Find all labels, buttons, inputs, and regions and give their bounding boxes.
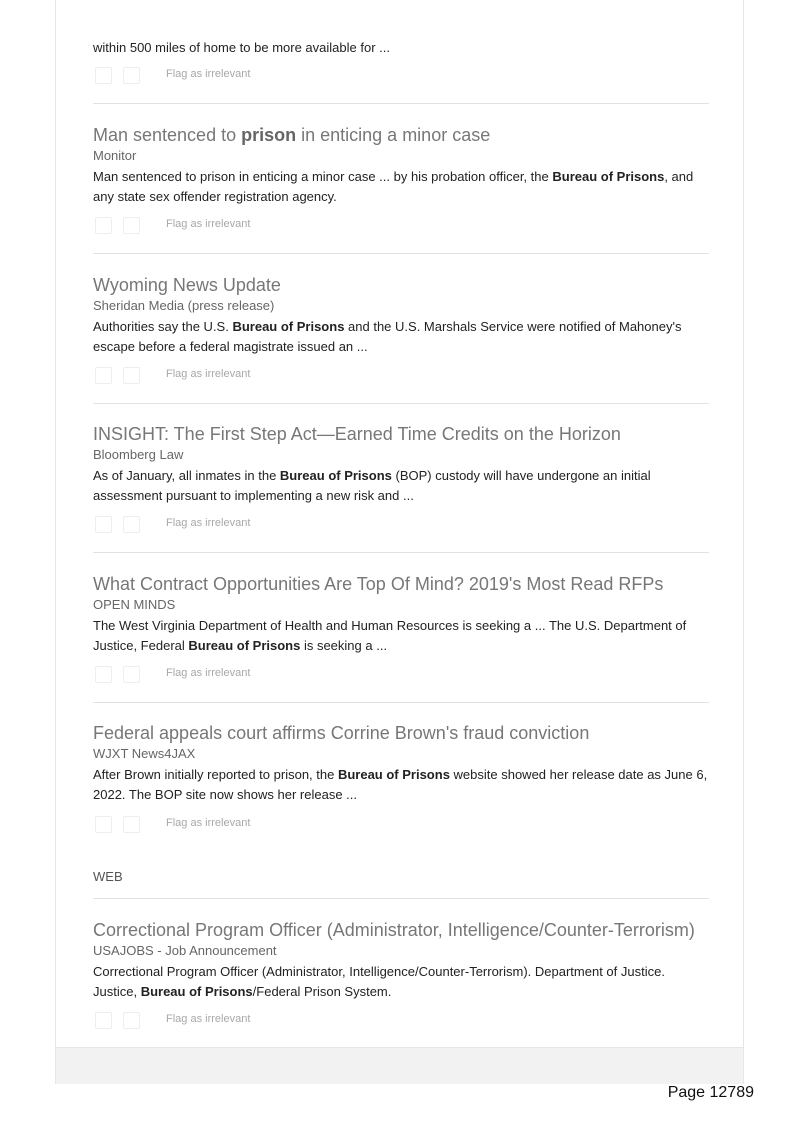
result-title-link[interactable]: What Contract Opportunities Are Top Of Mind? 2019's Most Read RFPs <box>93 574 664 594</box>
news-result <box>93 572 709 656</box>
result-source: Monitor <box>93 148 137 163</box>
divider <box>93 253 709 254</box>
thumbs-up-icon[interactable] <box>95 516 112 533</box>
flag-irrelevant-link[interactable]: Flag as irrelevant <box>166 667 251 679</box>
result-snippet: As of January, all inmates in the Bureau of Prisons (BOP) custody will have undergone an initial assessment pursuant to implementing a new risk and ... <box>93 468 651 503</box>
section-label-web: WEB <box>93 869 123 884</box>
result-title-link[interactable]: Federal appeals court affirms Corrine Brown's fraud conviction <box>93 723 590 743</box>
thumbs-down-icon[interactable] <box>123 816 140 833</box>
thumbs-up-icon[interactable] <box>95 1012 112 1029</box>
news-result <box>93 721 709 805</box>
news-result <box>93 123 709 207</box>
result-title-link[interactable]: Wyoming News Update <box>93 275 281 295</box>
thumbs-down-icon[interactable] <box>123 67 140 84</box>
divider <box>93 552 709 553</box>
result-title-link[interactable]: Correctional Program Officer (Administrator, Intelligence/Counter-Terrorism) <box>93 920 695 940</box>
flag-irrelevant-link[interactable]: Flag as irrelevant <box>166 1013 251 1025</box>
news-result <box>93 273 709 357</box>
page-number: Page 12789 <box>667 1084 754 1101</box>
thumbs-down-icon[interactable] <box>123 1012 140 1029</box>
result-source: WJXT News4JAX <box>93 746 196 761</box>
news-result <box>93 422 709 506</box>
thumbs-up-icon[interactable] <box>95 67 112 84</box>
thumbs-up-icon[interactable] <box>95 367 112 384</box>
previous-result-snippet: within 500 miles of home to be more available for ... <box>93 40 390 55</box>
flag-irrelevant-link[interactable]: Flag as irrelevant <box>166 218 251 230</box>
result-source: Sheridan Media (press release) <box>93 298 275 313</box>
thumbs-down-icon[interactable] <box>123 367 140 384</box>
divider <box>93 403 709 404</box>
thumbs-up-icon[interactable] <box>95 666 112 683</box>
panel-footer <box>56 1047 743 1084</box>
flag-irrelevant-link[interactable]: Flag as irrelevant <box>166 368 251 380</box>
flag-irrelevant-link[interactable]: Flag as irrelevant <box>166 68 251 80</box>
result-snippet: Man sentenced to prison in enticing a minor case ... by his probation officer, the Bureau of Prisons, and any state sex offender registration agency. <box>93 169 694 204</box>
result-snippet: The West Virginia Department of Health and Human Resources is seeking a ... The U.S. Department of Justice, Federal Bureau of Prisons is seeking a ... <box>93 618 687 653</box>
thumbs-down-icon[interactable] <box>123 666 140 683</box>
result-snippet: After Brown initially reported to prison, the Bureau of Prisons website showed her release date as June 6, 2022. The BOP site now shows her release ... <box>93 767 708 802</box>
result-source: USAJOBS - Job Announcement <box>93 943 277 958</box>
divider <box>93 898 709 899</box>
thumbs-down-icon[interactable] <box>123 516 140 533</box>
web-result <box>93 918 709 1002</box>
result-source: Bloomberg Law <box>93 447 184 462</box>
result-snippet: Correctional Program Officer (Administrator, Intelligence/Counter-Terrorism). Department of Justice. Justice, Bureau of Prisons/Federal Prison System. <box>93 964 665 999</box>
thumbs-up-icon[interactable] <box>95 217 112 234</box>
alerts-panel <box>55 0 744 1084</box>
result-source: OPEN MINDS <box>93 597 176 612</box>
divider <box>93 103 709 104</box>
flag-irrelevant-link[interactable]: Flag as irrelevant <box>166 517 251 529</box>
result-title-link[interactable]: Man sentenced to prison in enticing a minor case <box>93 125 491 145</box>
thumbs-up-icon[interactable] <box>95 816 112 833</box>
thumbs-down-icon[interactable] <box>123 217 140 234</box>
flag-irrelevant-link[interactable]: Flag as irrelevant <box>166 817 251 829</box>
result-snippet: Authorities say the U.S. Bureau of Prisons and the U.S. Marshals Service were notified of Mahoney's escape before a federal magistrate issued an ... <box>93 319 682 354</box>
result-title-link[interactable]: INSIGHT: The First Step Act—Earned Time Credits on the Horizon <box>93 424 621 444</box>
divider <box>93 702 709 703</box>
